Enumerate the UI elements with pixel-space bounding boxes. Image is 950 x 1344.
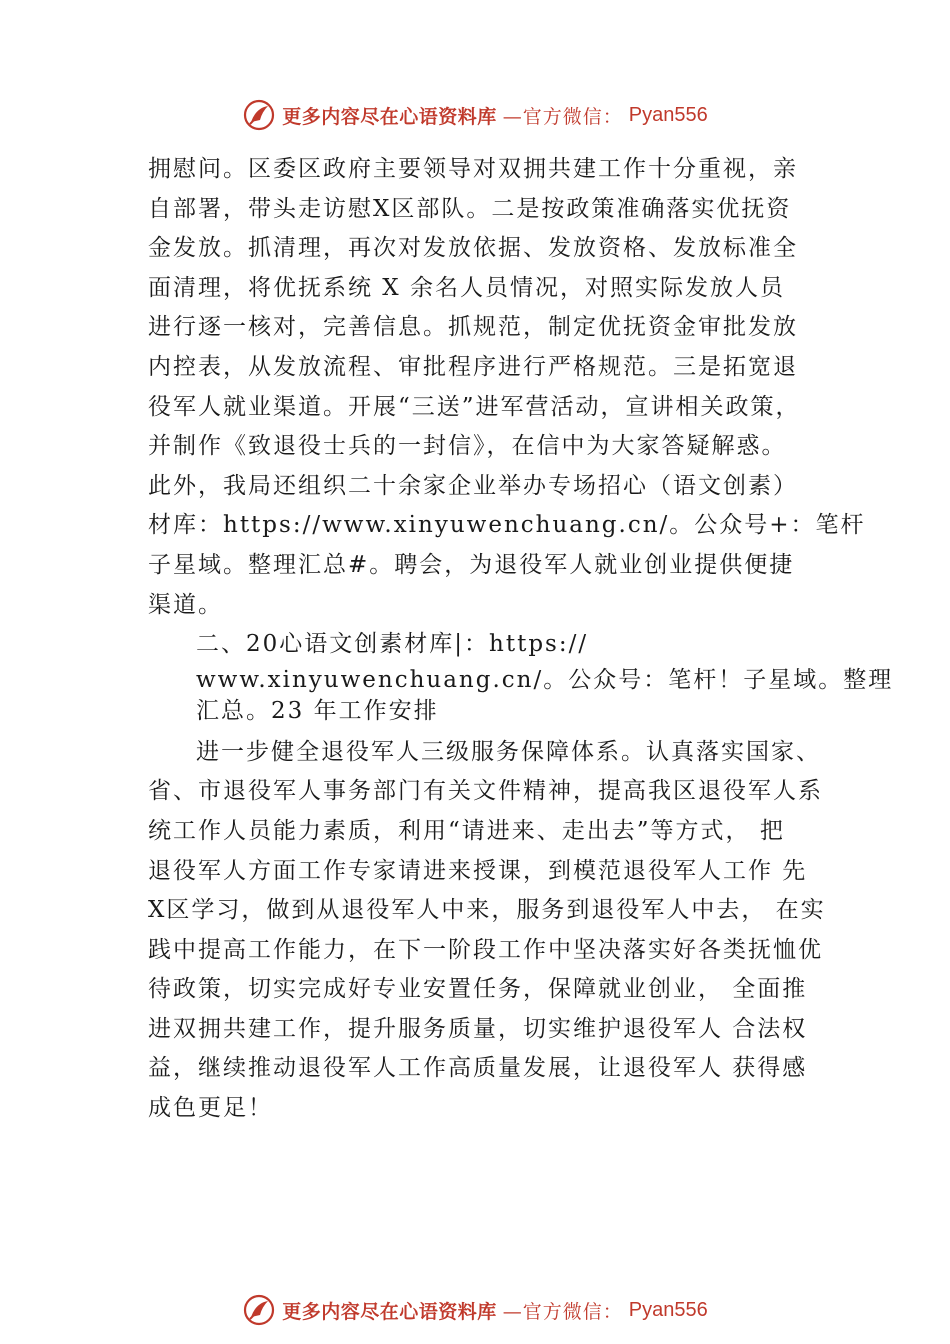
text-line: 此外，我局还组织二十余家企业举办专场招心（语文创素） bbox=[148, 472, 798, 499]
paragraph-1 bbox=[148, 150, 866, 625]
text-line: 自部署，带头走访慰X区部队。二是按政策准确落实优抚资 bbox=[148, 195, 792, 222]
text-line: 进一步健全退役军人三级服务保障体系。认真落实国家、 bbox=[196, 738, 821, 765]
header-wechat-id: Pyan556 bbox=[628, 103, 708, 126]
heading-line: 汇总。23 年工作安排 bbox=[196, 697, 439, 724]
text-line: 进双拥共建工作，提升服务质量，切实维护退役军人 合法权 bbox=[148, 1015, 808, 1042]
footer-wechat-id: Pyan556 bbox=[628, 1298, 708, 1321]
text-line: 省、市退役军人事务部门有关文件精神，提高我区退役军人系 bbox=[148, 778, 823, 805]
text-line: 成色更足！ bbox=[148, 1095, 273, 1122]
header-official: —官方微信： bbox=[502, 105, 623, 128]
text-line: 并制作《致退役士兵的一封信》，在信中为大家答疑解惑。 bbox=[148, 433, 787, 460]
brand-logo-icon bbox=[242, 98, 276, 132]
text-line: 统工作人员能力素质，利用“请进来、走出去”等方式， 把 bbox=[148, 817, 785, 844]
heading-line: www.xinyuwenchuang.cn/。公众号：笔杆！子星域。整理 bbox=[196, 666, 894, 693]
footer-banner bbox=[0, 1290, 950, 1330]
text-line: 内控表，从发放流程、审批程序进行严格规范。三是拓宽退 bbox=[148, 353, 798, 380]
text-line: 进行逐一核对，完善信息。抓规范，制定优抚资金审批发放 bbox=[148, 314, 798, 341]
footer-official: —官方微信： bbox=[502, 1300, 623, 1323]
paragraph-2 bbox=[148, 733, 838, 1129]
text-line: 益，继续推动退役军人工作高质量发展，让退役军人 获得感 bbox=[148, 1055, 808, 1082]
heading-line: 二、20心语文创素材库|：https:// bbox=[196, 631, 589, 658]
brand-logo-icon bbox=[242, 1293, 276, 1327]
text-line: 面清理，将优抚系统 X 余名人员情况，对照实际发放人员 bbox=[148, 274, 785, 301]
text-line: 渠道。 bbox=[148, 591, 223, 618]
text-line: 金发放。抓清理，再次对发放依据、发放资格、发放标准全 bbox=[148, 235, 798, 262]
text-line: 材库：https://www.xinyuwenchuang.cn/。公众号+：笔杆 bbox=[148, 512, 866, 539]
text-line: 拥慰问。区委区政府主要领导对双拥共建工作十分重视，亲 bbox=[148, 156, 798, 182]
text-line: 子星域。整理汇总#。聘会，为退役军人就业创业提供便捷 bbox=[148, 551, 795, 578]
header-banner bbox=[0, 95, 950, 135]
footer-brand: 更多内容尽在心语资料库 bbox=[282, 1300, 497, 1323]
text-line: 践中提高工作能力，在下一阶段工作中坚决落实好各类抚恤优 bbox=[148, 936, 823, 963]
text-line: 待政策，切实完成好专业安置任务，保障就业创业， 全面推 bbox=[148, 976, 808, 1003]
text-line: X区学习，做到从退役军人中来，服务到退役军人中去， 在实 bbox=[148, 897, 826, 924]
document-body bbox=[148, 150, 894, 1129]
text-line: 退役军人方面工作专家请进来授课，到模范退役军人工作 先 bbox=[148, 857, 808, 884]
text-line: 役军人就业渠道。开展“三送”进军营活动，宣讲相关政策， bbox=[148, 393, 801, 420]
header-brand: 更多内容尽在心语资料库 bbox=[282, 105, 497, 128]
section-heading bbox=[148, 625, 894, 727]
